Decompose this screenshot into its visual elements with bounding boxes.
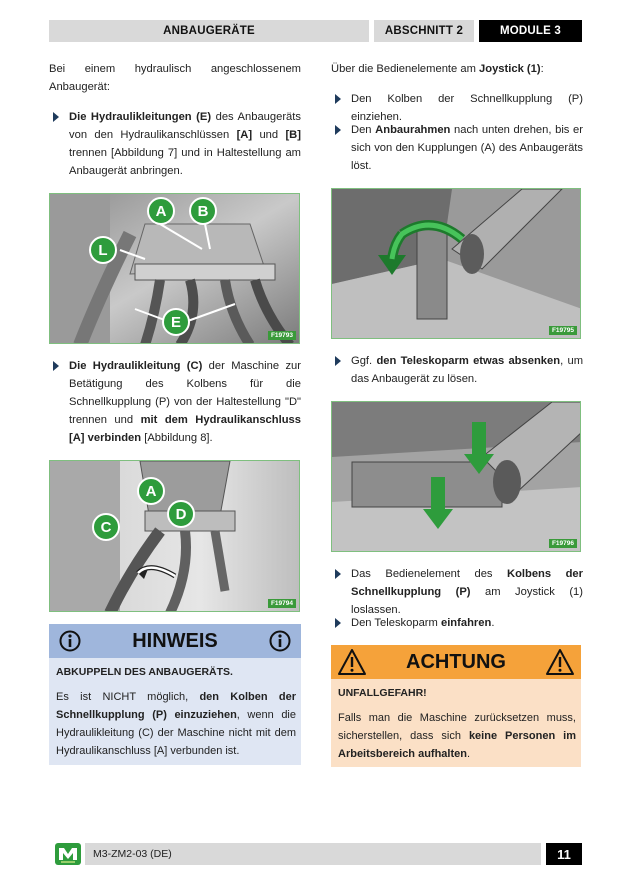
fig1-label-l: L: [98, 242, 108, 259]
hinweis-box: [49, 624, 301, 765]
bullet-arrow-icon: [53, 361, 59, 371]
figure-code: F19795: [549, 326, 577, 335]
right-bullet-3: Ggf. den Teleskoparm etwas absenken, um das Anbaugerät zu lösen.: [333, 352, 583, 388]
brand-logo: [55, 843, 81, 865]
hinweis-title-bar: [49, 624, 301, 658]
achtung-title-bar: [331, 645, 581, 679]
left-intro: Bei einem hydraulisch angeschlossenem Anbaugerät:: [49, 63, 301, 93]
right-bullet-4: Das Bedienelement des Kolbens der Schnellkupplung (P) am Joystick (1) loslassen.: [333, 565, 583, 619]
figure-code: F19796: [549, 539, 577, 548]
info-icon: [269, 630, 291, 652]
page-number: 11: [546, 843, 582, 865]
figure-8-photo: [49, 460, 300, 612]
footer-doc-code: M3-ZM2-03 (DE): [85, 843, 541, 865]
bullet-arrow-icon: [335, 125, 341, 135]
fig1-label-a: A: [155, 203, 167, 220]
section-header: ANBAUGERÄTE: [49, 20, 369, 42]
bullet-arrow-icon: [335, 618, 341, 628]
fig2-label-d: D: [175, 506, 187, 523]
achtung-body: Falls man die Maschine zurücksetzen muss, sicherstellen, dass sich keine Personen im Arbeitsbereich aufhalten.: [338, 712, 576, 760]
left-bullet-1: [51, 108, 301, 180]
b2-bold: Die Hydraulikleitung (C): [69, 360, 203, 372]
warning-icon: [545, 648, 575, 676]
b1-text1: des Anbaugeräts von den Hydraulikanschlüssen: [69, 111, 301, 141]
b2-text2: [Abbildung 8].: [141, 432, 213, 444]
chapter-header: ABSCHNITT 2: [374, 20, 474, 42]
right-bullet-1: Den Kolben der Schnellkupplung (P) einziehen.: [333, 90, 583, 126]
fig1-label-e: E: [170, 314, 182, 331]
hinweis-body: Es ist NICHT möglich, den Kolben der Schnellkupplung (P) einzuziehen, wenn die Hydraulikleitung (C) der Maschine nicht mit dem Hydraulikanschluss [A] verbunden ist.: [56, 691, 296, 757]
info-icon: [59, 630, 81, 652]
right-bullet-2: Den Anbaurahmen nach unten drehen, bis er sich von den Kupplungen (A) des Anbaugeräts löst.: [333, 121, 583, 175]
b1-a: [A]: [236, 129, 253, 141]
right-intro: Über die Bedienelemente am Joystick (1):: [331, 63, 544, 75]
b1-bold: Die Hydraulikleitungen (E): [69, 111, 212, 123]
achtung-subtitle: UNFALLGEFAHR!: [338, 687, 427, 699]
achtung-title: ACHTUNG: [406, 650, 506, 673]
left-bullet-2: [51, 357, 301, 447]
hinweis-title: HINWEIS: [132, 629, 218, 652]
b1-b: [B]: [285, 129, 301, 141]
achtung-box: [331, 645, 581, 767]
hinweis-subtitle: ABKUPPELN DES ANBAUGERÄTS.: [56, 666, 233, 678]
b2-text1: der Maschine zur Betätigung des Kolbens für die Schnellkupplung (P) von der Haltestellung "D" trennen und: [69, 360, 301, 426]
figure-7-photo: [49, 193, 300, 344]
bullet-arrow-icon: [335, 356, 341, 366]
bullet-arrow-icon: [53, 112, 59, 122]
bullet-arrow-icon: [335, 94, 341, 104]
b1-und: und: [252, 129, 286, 141]
fig1-label-b: B: [197, 203, 209, 220]
figure-lower-photo: [331, 401, 581, 552]
b2-bold2: mit dem Hydraulikanschluss [A] verbinden: [69, 414, 301, 444]
b1-text2: trennen [Abbildung 7] und in Haltestellung am Anbaugerät anbringen.: [69, 147, 301, 177]
fig2-label-a: A: [145, 483, 157, 500]
right-bullet-5: Den Teleskoparm einfahren.: [333, 614, 583, 632]
fig2-label-c: C: [100, 519, 112, 536]
figure-rotate-photo: [331, 188, 581, 339]
warning-icon: [337, 648, 367, 676]
bullet-arrow-icon: [335, 569, 341, 579]
figure-code: F19793: [268, 331, 296, 340]
figure-code: F19794: [268, 599, 296, 608]
module-header: MODULE 3: [479, 20, 582, 42]
